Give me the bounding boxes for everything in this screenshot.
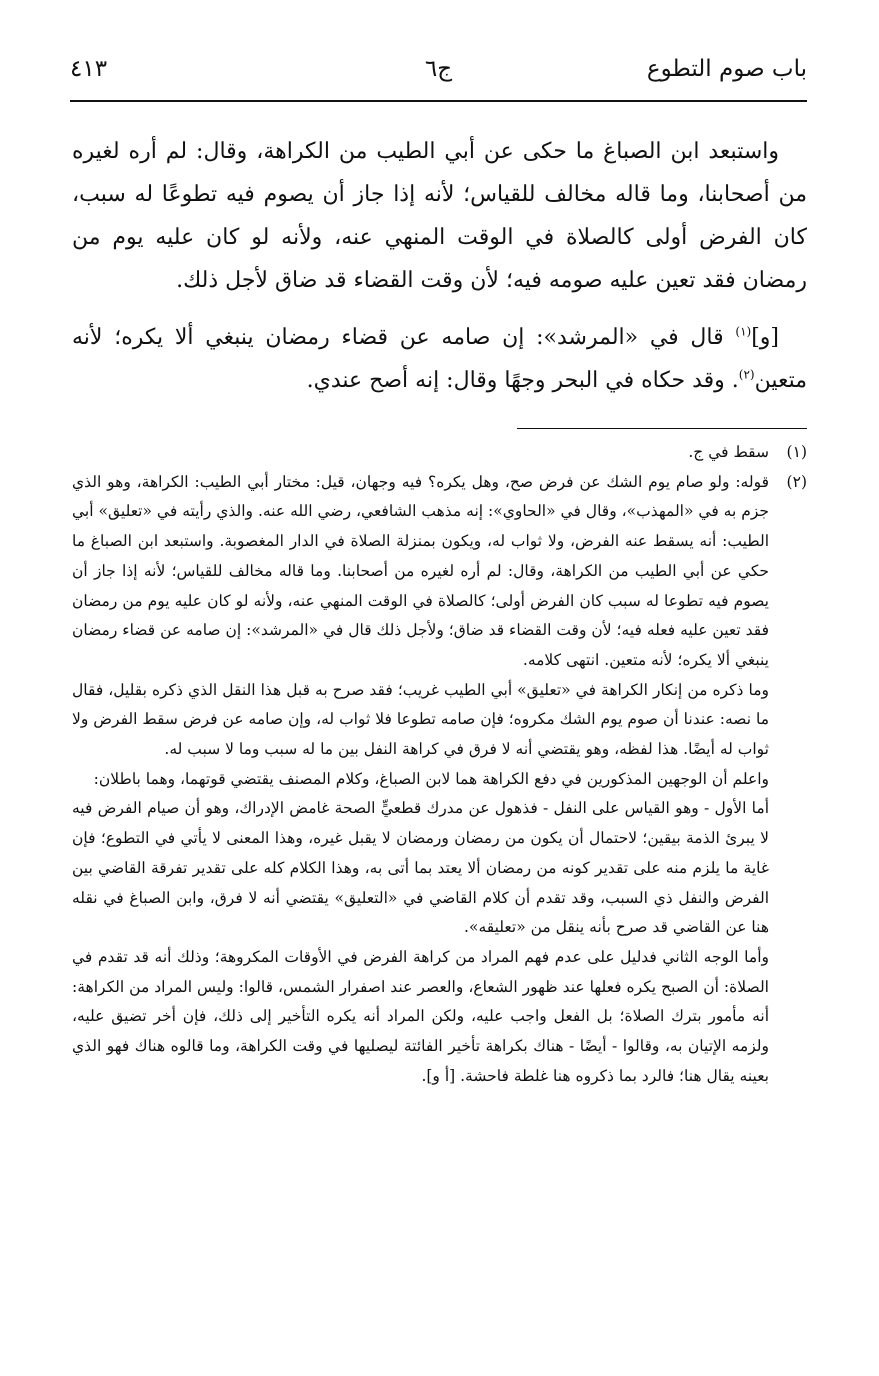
- footnote-2-number: (٢): [786, 472, 807, 491]
- footnote-2-paragraph-2: وما ذكره من إنكار الكراهة في «تعليق» أبي الطيب غريب؛ فقد صرح به قبل هذا النقل الذي ذكره بقليل، فقال ما نصه: عندنا أن صوم يوم الشك مكروه؛ فإن صامه تطوعا فلا ثواب له، وإن صامه عن فرض سقط الفرض ولا ثواب له أيضًا. هذا لفظه، وهو يقتضي أنه لا فرق في كراهة النفل بين ما له سبب وما لا سبب له.: [72, 680, 769, 759]
- footnote-1: [72, 438, 807, 468]
- main-paragraph-2: [72, 316, 807, 402]
- paragraph-2-ending: . وقد حكاه في البحر وجهًا وقال: إنه أصح عندي.: [306, 368, 739, 393]
- footnote-ref-1: (١): [735, 324, 752, 339]
- footnote-2-body: [72, 468, 769, 1092]
- footnote-separator: [517, 428, 807, 429]
- page-number: ٤١٣: [70, 56, 108, 82]
- paragraph-2-text: قال في «المرشد»: إن صامه عن قضاء رمضان ينبغي ألا يكره؛ لأنه متعين: [72, 325, 807, 393]
- footnote-1-number: (١): [786, 443, 807, 461]
- main-text: [72, 130, 807, 416]
- running-header: [70, 50, 807, 90]
- footnotes: [72, 438, 807, 1091]
- volume-label: ج٦: [424, 56, 453, 82]
- footnote-ref-2: (٢): [738, 367, 755, 382]
- footnote-2-paragraph-3: واعلم أن الوجهين المذكورين في دفع الكراهة هما لابن الصباغ، وكلام المصنف يقتضي قوتهما، وهما باطلان:: [93, 769, 769, 788]
- header-rule: [70, 100, 807, 102]
- footnote-2-paragraph-1: قوله: ولو صام يوم الشك عن فرض صح، وهل يكره؟ فيه وجهان، قيل: مختار أبي الطيب: الكراهة، وهو الذي جزم به في «المهذب»، وقال في «الحاوي»: إنه مذهب الشافعي، رضي الله عنه. والذي رأيته في «تعليق» أبي الطيب: أنه يسقط عنه الفرض، ولا ثواب له، ويكون بمنزلة الصلاة في الدار المغصوبة. واستبعد ابن الصباغ ما حكي عن أبي الطيب من الكراهة، وقال: لم أره لغيره من أصحابنا. وما قاله مخالف للقياس؛ لأنه إذا جاز أن يصوم فيه تطوعا له سبب كان الفرض أولى؛ كالصلاة في الوقت المنهي عنه، ولأنه لو كان عليه يوم من رمضان فقد تعين عليه فعله فيه؛ لأن وقت القضاء قد ضاق؛ ولأجل ذلك قال في «المرشد»: إن صامه عن قضاء رمضان ينبغي ألا يكره؛ لأنه متعين. انتهى كلامه.: [72, 472, 769, 669]
- footnote-2: [72, 468, 807, 1092]
- main-paragraph-1: واستبعد ابن الصباغ ما حكى عن أبي الطيب من الكراهة، وقال: لم أره لغيره من أصحابنا، وما قاله مخالف للقياس؛ لأنه إذا جاز أن يصوم فيه تطوعًا له سبب، كان الفرض أولى كالصلاة في الوقت المنهي عنه، ولأنه لو كان عليه يوم من رمضان فقد تعين عليه صومه فيه؛ لأن وقت القضاء قد ضاق لأجل ذلك.: [72, 139, 807, 293]
- footnote-2-paragraph-4: أما الأول - وهو القياس على النفل - فذهول عن مدرك قطعيٍّ الصحة غامض الإدراك، وهو أن صيام الفرض فيه لا يبرئ الذمة بيقين؛ لاحتمال أن يكون من رمضان ورمضان لا يقبل غيره، وهذا المعنى لا يأتي في التطوع؛ فإن غاية ما يلزم منه على تقدير كونه من رمضان ألا يعتد بما أتى به، وهذا الكلام كله على تقدير تفرقة القاضي بين الفرض والنفل ذي السبب، وقد تقدم أن كلام القاضي في «التعليق» يقتضي أنه لا فرق، وابن الصباغ في نقله هنا عن القاضي قد صرح بأنه ينقل من «تعليقه».: [72, 799, 769, 937]
- footnote-2-paragraph-5: وأما الوجه الثاني فدليل على عدم فهم المراد من كراهة الفرض في الأوقات المكروهة؛ وذلك أنه قد تقدم في الصلاة: أن الصبح يكره فعلها عند ظهور الشعاع، والعصر عند اصفرار الشمس، قالوا: وليس المراد من الكراهة: أنه مأمور بترك الصلاة؛ بل الفعل واجب عليه، ولكن المراد أنه يكره التأخير إلى ذلك، فإن أخر تضيق عليه، ولزمه الإتيان به، وقالوا - أيضًا - هناك بكراهة تأخير الفائتة ليصليها في وقت الكراهة، وما قالوه هناك فهو الذي بعينه يقال هنا؛ فالرد بما ذكروه هنا غلطة فاحشة. [أ و].: [72, 947, 769, 1085]
- bracket-text: [و]: [751, 325, 779, 350]
- footnote-1-text: سقط في ج.: [688, 443, 769, 461]
- chapter-title: باب صوم التطوع: [646, 56, 807, 82]
